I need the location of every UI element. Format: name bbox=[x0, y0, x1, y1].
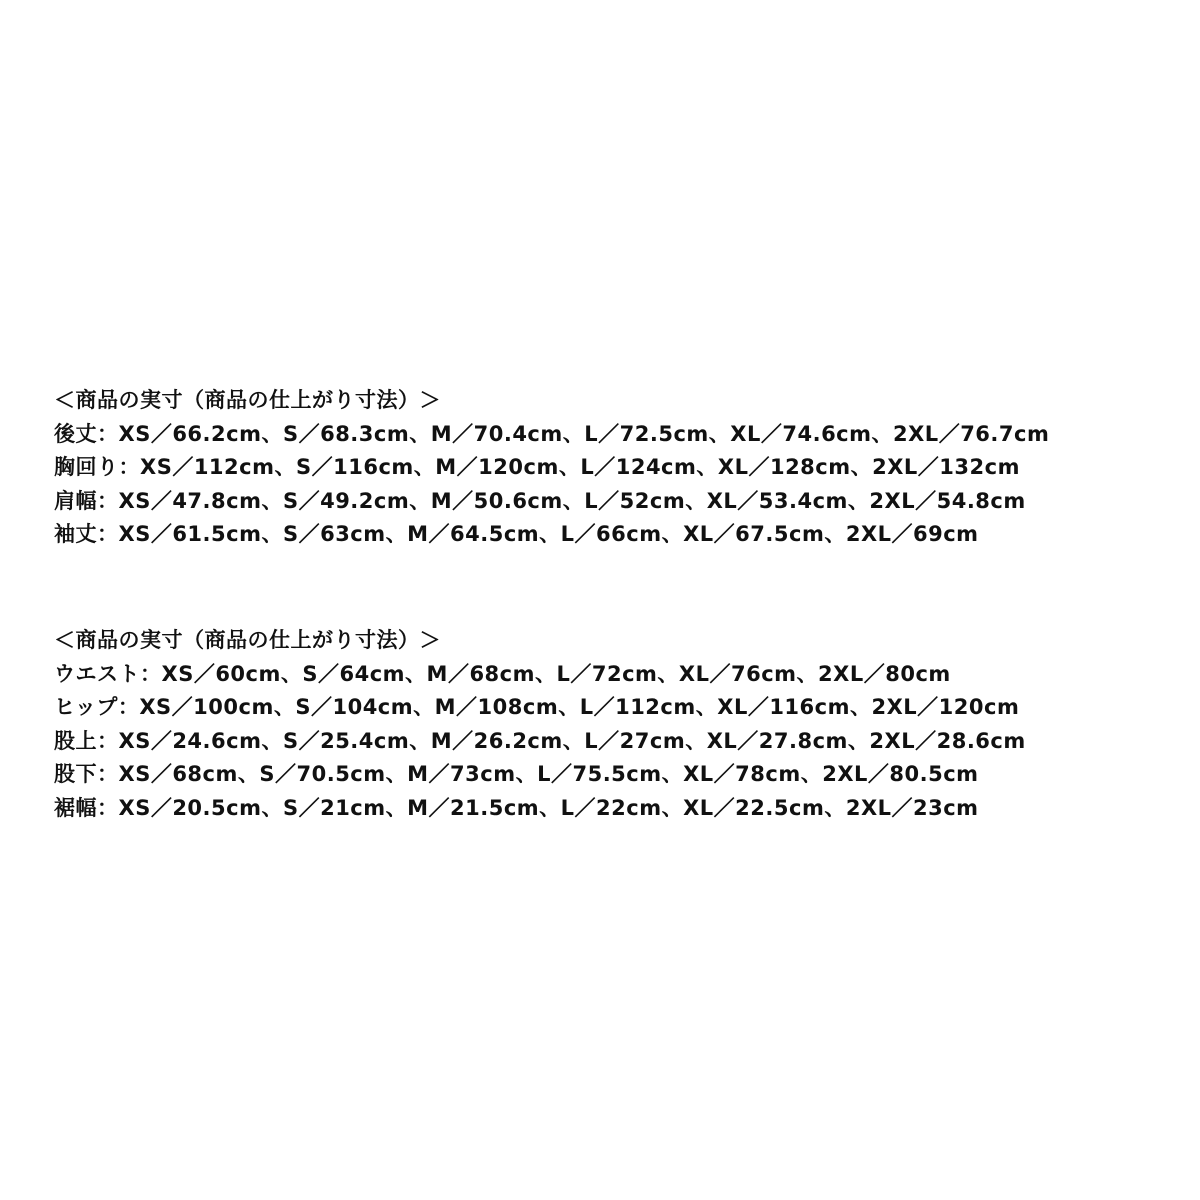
tops-row-shoulder-width: 肩幅：XS／47.8cm、S／49.2cm、M／50.6cm、L／52cm、XL／53.4cm、2XL／54.8cm bbox=[54, 488, 1026, 513]
bottoms-row-inseam: 股下：XS／68cm、S／70.5cm、M／73cm、L／75.5cm、XL／78cm、2XL／80.5cm bbox=[54, 762, 979, 786]
bottoms-row-rise: 股上：XS／24.6cm、S／25.4cm、M／26.2cm、L／27cm、XL／27.8cm、2XL／28.6cm bbox=[54, 728, 1026, 753]
bottoms-row-hip: ヒップ：XS／100cm、S／104cm、M／108cm、L／112cm、XL／116cm、2XL／120cm bbox=[54, 695, 1020, 719]
bottoms-row-waist: ウエスト：XS／60cm、S／64cm、M／68cm、L／72cm、XL／76cm、2XL／80cm bbox=[54, 661, 951, 686]
tops-row-chest: 胸回り：XS／112cm、S／116cm、M／120cm、L／124cm、XL／128cm、2XL／132cm bbox=[54, 455, 1020, 479]
tops-size-section bbox=[54, 384, 1174, 552]
tops-size-heading: ＜商品の実寸（商品の仕上がり寸法）＞ bbox=[54, 388, 441, 412]
tops-row-back-length: 後丈：XS／66.2cm、S／68.3cm、M／70.4cm、L／72.5cm、XL／74.6cm、2XL／76.7cm bbox=[54, 421, 1050, 446]
tops-row-sleeve-length: 袖丈：XS／61.5cm、S／63cm、M／64.5cm、L／66cm、XL／67.5cm、2XL／69cm bbox=[54, 522, 979, 546]
bottoms-size-section bbox=[54, 624, 1174, 825]
bottoms-size-heading: ＜商品の実寸（商品の仕上がり寸法）＞ bbox=[54, 628, 441, 652]
bottoms-row-hem-width: 裾幅：XS／20.5cm、S／21cm、M／21.5cm、L／22cm、XL／22.5cm、2XL／23cm bbox=[54, 795, 979, 820]
